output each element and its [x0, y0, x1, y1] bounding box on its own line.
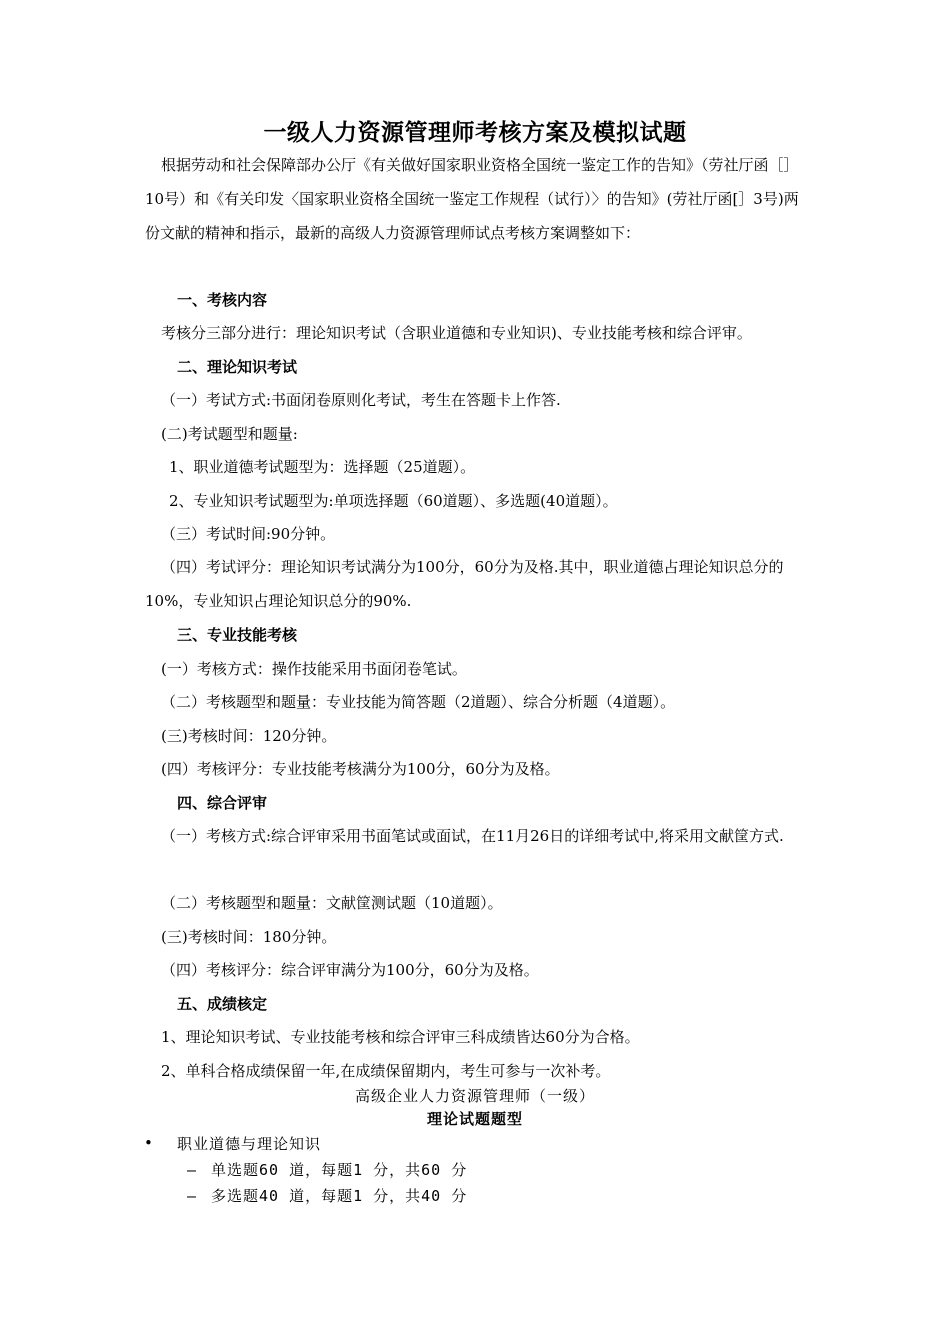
- exam-item: 单选题60 道，每题1 分，共60 分: [211, 1161, 468, 1179]
- section-3-item: （二）考核题型和题量：专业技能为简答题（2道题）、综合分析题（4道题）。: [161, 693, 676, 711]
- section-2-item: (二)考试题型和题量:: [161, 425, 298, 443]
- intro-paragraph: 根据劳动和社会保障部办公厅《有关做好国家职业资格全国统一鉴定工作的告知》（劳社厅函［］10号）和《有关印发〈国家职业资格全国统一鉴定工作规程（试行）〉的告知》(劳社厅函[］3号)两份文献的精神和指示，最新的高级人力资源管理师试点考核方案调整如下：: [145, 156, 799, 242]
- section-heading-5: 五、成绩核定: [177, 995, 268, 1013]
- section-5-item: 1、理论知识考试、专业技能考核和综合评审三科成绩皆达60分为合格。: [161, 1028, 640, 1046]
- section-4-item: (三)考核时间：180分钟。: [161, 928, 337, 946]
- section-4-item: （二）考核题型和题量：文献筐测试题（10道题）。: [161, 894, 503, 912]
- section-5-item: 2、单科合格成绩保留一年,在成绩保留期内，考生可参与一次补考。: [161, 1062, 611, 1080]
- bullet-marker: •: [144, 1134, 153, 1152]
- exam-subtitle: 高级企业人力资源管理师（一级）: [354, 1087, 595, 1105]
- section-heading-2: 二、理论知识考试: [177, 358, 298, 376]
- section-heading-1: 一、考核内容: [177, 291, 268, 309]
- dash-marker: –: [187, 1187, 198, 1205]
- section-1-paragraph: 考核分三部分进行：理论知识考试（含职业道德和专业知识)、专业技能考核和综合评审。: [161, 324, 752, 342]
- section-heading-3: 三、专业技能考核: [177, 626, 298, 644]
- section-4-method-paragraph: （一）考核方式:综合评审采用书面笔试或面试，在11月26日的详细考试中,将采用文献筐方式.: [161, 827, 784, 845]
- section-3-item: (四）考核评分：专业技能考核满分为100分，60分为及格。: [161, 760, 560, 778]
- section-heading-4: 四、综合评审: [177, 794, 268, 812]
- exam-item: 多选题40 道，每题1 分，共40 分: [211, 1187, 468, 1205]
- bullet-label: 职业道德与理论知识: [177, 1135, 322, 1153]
- document-title: 一级人力资源管理师考核方案及模拟试题: [263, 119, 687, 146]
- section-2-item: 2、专业知识考试题型为:单项选择题（60道题）、多选题(40道题）。: [169, 492, 618, 510]
- section-3-item: (一）考核方式：操作技能采用书面闭卷笔试。: [161, 660, 467, 678]
- section-4-item: （四）考核评分：综合评审满分为100分，60分为及格。: [161, 961, 539, 979]
- section-3-item: (三)考核时间：120分钟。: [161, 727, 337, 745]
- exam-type-heading: 理论试题题型: [426, 1110, 523, 1128]
- dash-marker: –: [187, 1161, 198, 1179]
- section-2-item: （三）考试时间:90分钟。: [161, 525, 336, 543]
- section-2-item: 1、职业道德考试题型为：选择题（25道题）。: [169, 458, 476, 476]
- section-2-item: （一）考试方式:书面闭卷原则化考试，考生在答题卡上作答.: [161, 391, 561, 409]
- section-2-scoring-paragraph: （四）考试评分：理论知识考试满分为100分，60分为及格.其中，职业道德占理论知识总分的10%，专业知识占理论知识总分的90%.: [145, 558, 784, 610]
